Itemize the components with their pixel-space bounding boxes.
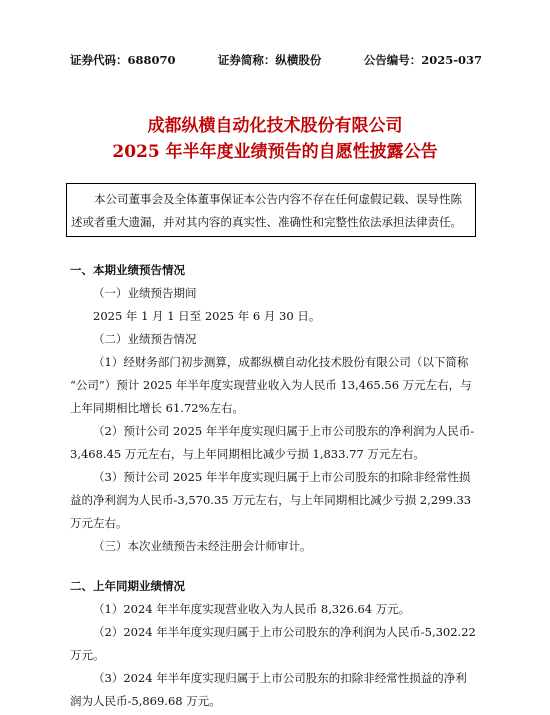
document-body <box>70 259 480 713</box>
stock-short-name: 证券简称：纵横股份 <box>217 53 322 67</box>
prior-year-paragraph-3-line: 润为人民币-5,869.68 万元。 <box>70 694 221 708</box>
forecast-paragraph-2-line: 3,468.45 万元左右，与上年同期相比减少亏损 1,833.77 万元左右。 <box>70 447 425 461</box>
document-header <box>70 52 482 68</box>
forecast-paragraph-3-line: （3）预计公司 2025 年半年度实现归属于上市公司股东的扣除非经常性损 <box>93 470 471 484</box>
company-title: 成都纵横自动化技术股份有限公司 <box>147 116 403 136</box>
section-1-heading: 一、本期业绩预告情况 <box>70 263 185 277</box>
prior-year-paragraph-2-line: 万元。 <box>70 648 105 662</box>
forecast-period: 2025 年 1 月 1 日至 2025 年 6 月 30 日。 <box>93 309 321 323</box>
forecast-paragraph-3-line: 益的净利润为人民币-3,570.35 万元左右，与上年同期相比减少亏损 2,299.33 <box>70 493 472 507</box>
disclaimer-box <box>66 183 476 237</box>
forecast-paragraph-1-line: “公司”）预计 2025 年半年度实现营业收入为人民币 13,465.56 万元左右，与 <box>70 378 472 392</box>
prior-year-paragraph-1: （1）2024 年半年度实现营业收入为人民币 8,326.64 万元。 <box>93 602 411 616</box>
prior-year-paragraph-2-line: （2）2024 年半年度实现归属于上市公司股东的净利润为人民币-5,302.22 <box>93 625 476 639</box>
prior-year-paragraph-3-line: （3）2024 年半年度实现归属于上市公司股东的扣除非经常性损益的净利 <box>93 671 467 685</box>
forecast-paragraph-3-line: 万元左右。 <box>70 516 128 530</box>
stock-code: 证券代码：688070 <box>70 53 176 67</box>
disclaimer-line-2: 述或者重大遗漏，并对其内容的真实性、准确性和完整性依法承担法律责任。 <box>71 215 462 229</box>
disclaimer-line-1: 本公司董事会及全体董事保证本公告内容不存在任何虚假记载、误导性陈 <box>94 192 462 206</box>
forecast-paragraph-1-line: 上年同期相比增长 61.72%左右。 <box>70 401 245 415</box>
section-spacer <box>70 558 480 575</box>
section-1-sub-1: （一）业绩预告期间 <box>93 286 197 300</box>
section-1-sub-3: （三）本次业绩预告未经注册会计师审计。 <box>93 539 312 553</box>
forecast-paragraph-1-line: （1）经财务部门初步测算，成都纵横自动化技术股份有限公司（以下简称 <box>93 355 469 369</box>
announcement-title: 2025 年半年度业绩预告的自愿性披露公告 <box>112 142 438 162</box>
section-1-sub-2: （二）业绩预告情况 <box>93 332 197 346</box>
forecast-paragraph-2-line: （2）预计公司 2025 年半年度实现归属于上市公司股东的净利润为人民币- <box>93 424 475 438</box>
notice-number: 公告编号：2025-037 <box>363 53 482 67</box>
section-2-heading: 二、上年同期业绩情况 <box>70 579 185 593</box>
